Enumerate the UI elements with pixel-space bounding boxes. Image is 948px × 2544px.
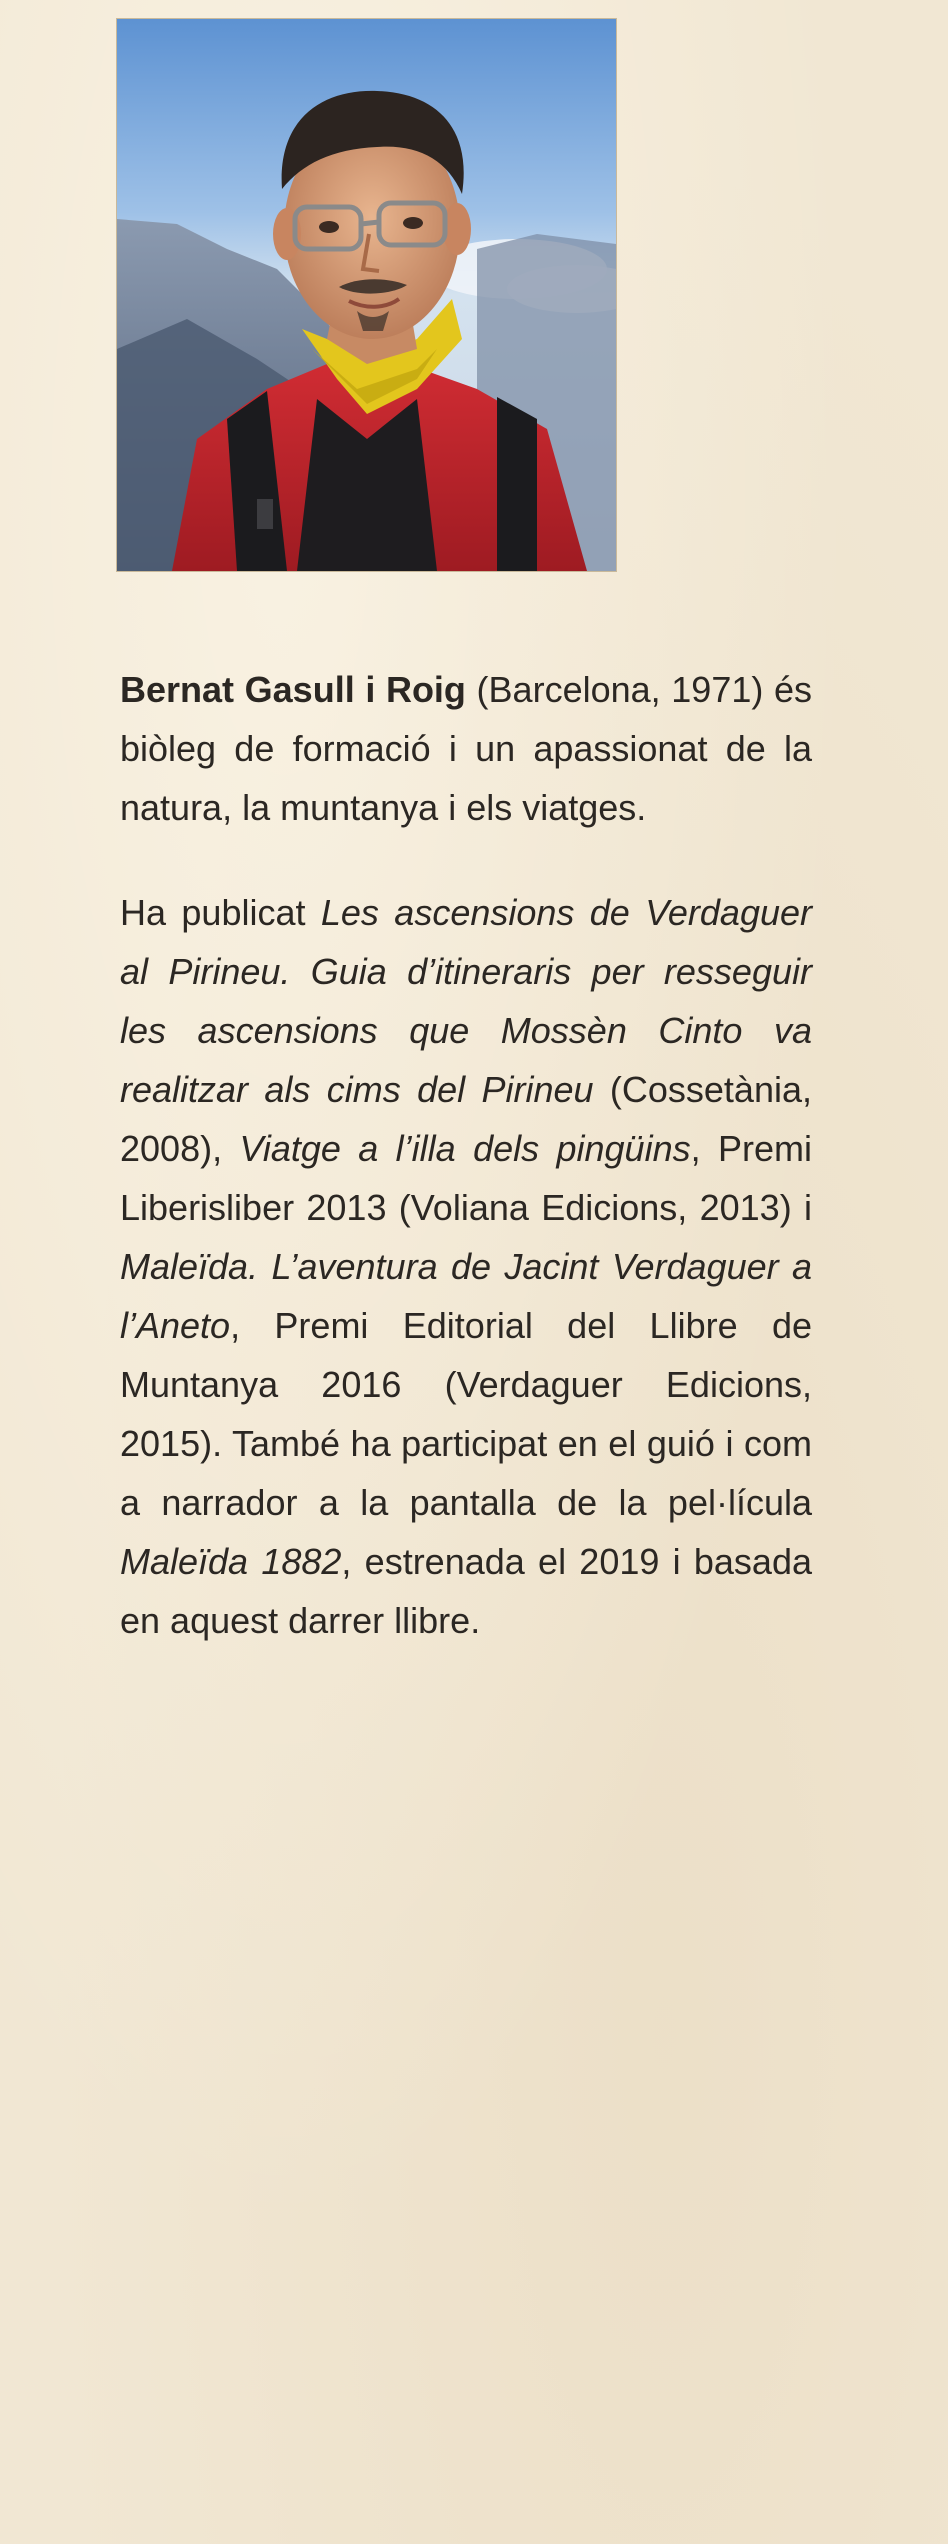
author-portrait-illustration [117, 19, 616, 571]
author-photo [116, 18, 617, 572]
book-title-pinguins: Viatge a l’illa dels pingüins [239, 1128, 691, 1169]
film-title: Maleïda 1882 [120, 1541, 342, 1582]
book-info-pinguins: , Premi Liberisliber 2013 (Voliana Edicions, 2013) i [120, 1128, 813, 1228]
bio-paragraph-intro [120, 660, 812, 837]
works-closing: , estrenada el 2019 i basada en aquest darrer llibre. [120, 1541, 813, 1641]
book-title-maleida: Maleïda. L’aventura de Jacint Verdaguer a l’Aneto [120, 1246, 812, 1346]
author-summary: (Barcelona, 1971) és biòleg de formació i un apassionat de la natura, la muntanya i els viatges. [120, 669, 813, 828]
works-intro: Ha publicat [120, 892, 321, 933]
book-info-ascensions: (Cossetània, 2008), [120, 1069, 812, 1169]
bio-paragraph-works [120, 883, 812, 1650]
book-title-ascensions: Les ascensions de Verdaguer al Pirineu. Guia d’itineraris per resseguir les ascensions que Mossèn Cinto va realitzar als cims del Pirineu [120, 892, 812, 1110]
book-info-maleida: , Premi Editorial del Llibre de Muntanya 2016 (Verdaguer Edicions, 2015). També ha participat en el guió i com a narrador a la pantalla de la pel·lícula [120, 1305, 812, 1523]
author-biography [120, 660, 812, 1696]
author-name: Bernat Gasull i Roig [120, 669, 466, 710]
